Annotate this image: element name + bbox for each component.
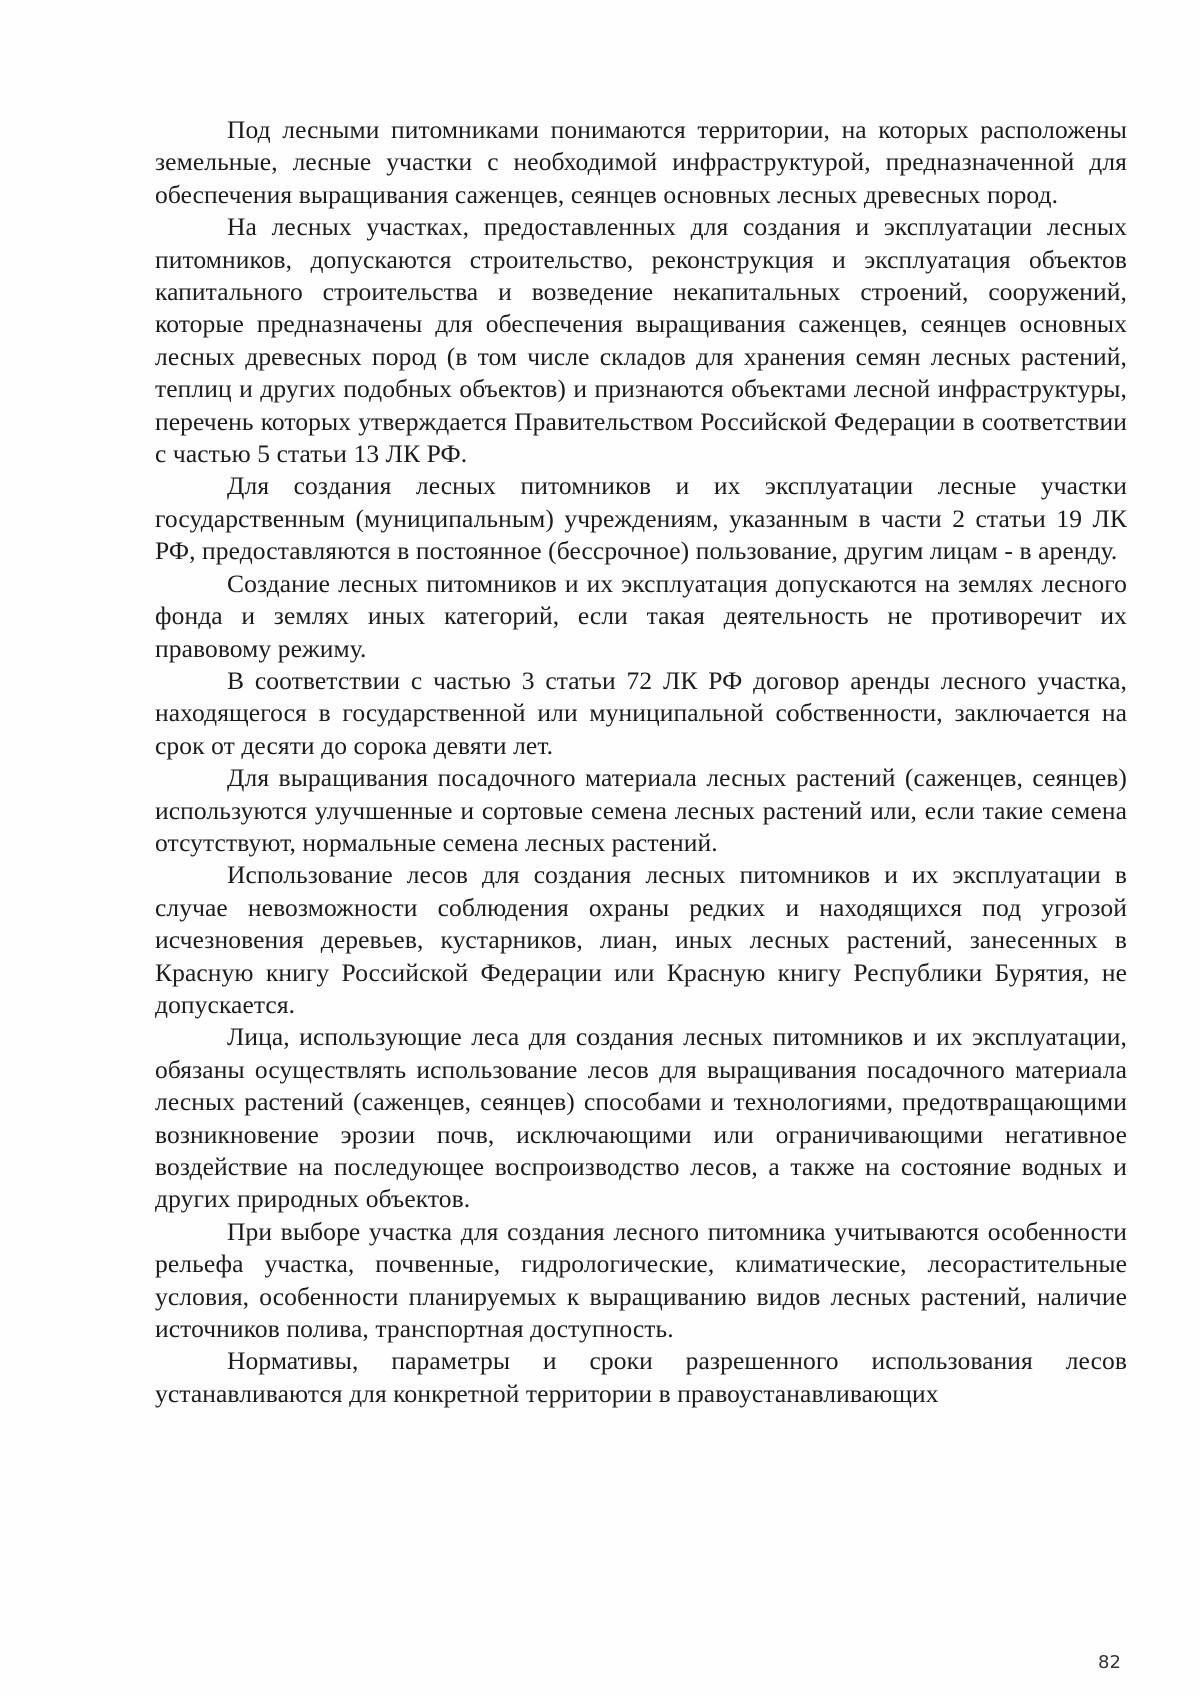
paragraph-4: Создание лесных питомников и их эксплуатация допускаются на землях лесного фонда и землях иных категорий, если такая деятельность не противоречит их правовому режиму. (155, 568, 1127, 663)
paragraph-3: Для создания лесных питомников и их эксплуатации лесные участки государственным (муниципальным) учреждениям, указанным в части 2 статьи 19 ЛК РФ, предоставляются в постоянное (бессрочное) пользование, другим лицам - в аренду. (155, 471, 1127, 566)
paragraph-6: Для выращивания посадочного материала лесных растений (саженцев, сеянцев) используются улучшенные и сортовые семена лесных растений или, если такие семена отсутствуют, нормальные семена лесных растений. (155, 763, 1127, 857)
paragraph-9: При выборе участка для создания лесного питомника учитываются особенности рельефа участка, почвенные, гидрологические, климатические, лесорастительные условия, особенности планируемых к выращиванию видов лесных растений, наличие источников полива, транспортная доступность. (155, 1216, 1127, 1344)
paragraph-10: Нормативы, параметры и сроки разрешенного использования лесов устанавливаются для конкретной территории в правоустанавливающих (155, 1346, 1127, 1408)
paragraph-5: В соответствии с частью 3 статьи 72 ЛК РФ договор аренды лесного участка, находящегося в государственной или муниципальной собственности, заключается на срок от десяти до сорока девяти лет. (155, 665, 1127, 760)
paragraph-1: Под лесными питомниками понимаются территории, на которых расположены земельные, лесные участки с необходимой инфраструктурой, предназначенной для обеспечения выращивания саженцев, сеянцев основных лесных древесных пород. (155, 115, 1127, 209)
page-number: 82 (1098, 1652, 1121, 1673)
paragraph-8: Лица, использующие леса для создания лесных питомников и их эксплуатации, обязаны осуществлять использование лесов для выращивания посадочного материала лесных растений (саженцев, сеянцев) способами и технологиями, предотвращающими возникновение эрозии почв, исключающими или ограничивающими негативное воздействие на последующее воспроизводство лесов, а также на состояние водных и других природных объектов. (155, 1022, 1127, 1214)
body-text (155, 114, 1127, 1410)
paragraph-2: На лесных участках, предоставленных для создания и эксплуатации лесных питомников, допускаются строительство, реконструкция и эксплуатация объектов капитального строительства и возведение некапитальных строений, сооружений, которые предназначены для обеспечения выращивания саженцев, сеянцев основных лесных древесных пород (в том числе складов для хранения семян лесных растений, теплиц и других подобных объектов) и признаются объектами лесной инфраструктуры, перечень которых утверждается Правительством Российской Федерации в соответствии с частью 5 статьи 13 ЛК РФ. (155, 212, 1127, 469)
paragraph-7: Использование лесов для создания лесных питомников и их эксплуатации в случае невозможности соблюдения охраны редких и находящихся под угрозой исчезновения деревьев, кустарников, лиан, иных лесных растений, занесенных в Красную книгу Российской Федерации или Красную книгу Республики Бурятия, не допускается. (155, 860, 1127, 1019)
